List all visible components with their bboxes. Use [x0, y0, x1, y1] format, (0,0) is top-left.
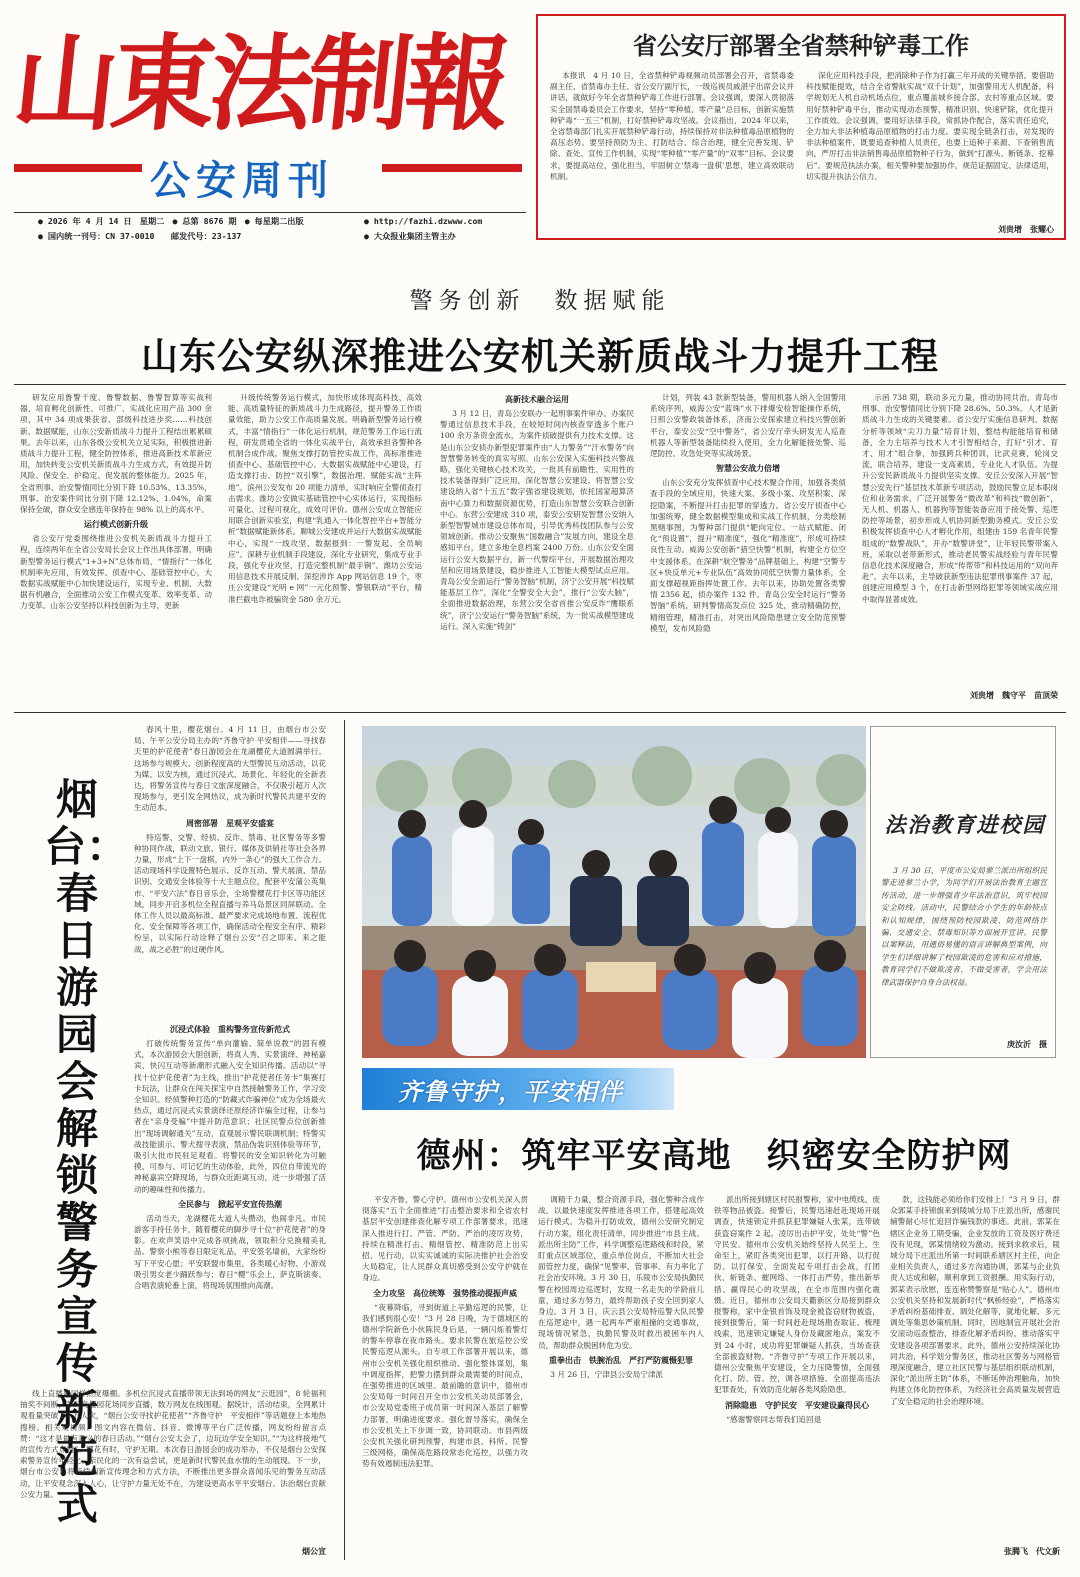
main-column-5: [862, 392, 1058, 688]
dezhou-byline: 张腾飞 代文新: [1004, 1547, 1060, 1556]
subhead-crackdown: 全力攻坚 高位统筹 强势推动提振声威: [373, 1288, 517, 1298]
subhead-planning: 周密部署 星观平安盛宴: [186, 818, 274, 828]
dezhou-text-1: 平安齐鲁，警心守护。德州市公安机关深入贯彻落实“五个全面推进”打击整治要求和全省农村基层平安创建排查化解专项工作部署要求，迅速深入推进行打、严管、严防、严治的凌厉攻势，持续在精准打击、精细管控、精准防范上出实招、见行动，以实实诚诚的实际决推护社会治安大局稳定，让人民群众真切感受到公安守护就在身边。: [362, 1195, 528, 1283]
main-text-1a: 研发应用鲁警千度、鲁警数据、鲁警智算等实战利器，培育孵化创新性、可推广、实战化应用产品 300 余项，其中 34 项成果获省、部级科技进步奖……科技创新、数据赋能，山东公安新质战斗力提升工程结出累累硕果。去年以来，山东各级公安机关立足实际，积极推进新质战斗力提升工程，健全防控体系，推进高新技术革新应用，加快转变公安机关新质战斗力生成方式，有效提升防风险、保安全、护稳定、促发展的整体能力。2025 年，全省刑事、治安警情同比分别下降 10.53%、13.35%，刑事、治安案件同比分别下降 12.12%、1.04%，命案保持全破，群众安全感连年保持在 98% 以上的高水平。: [20, 393, 212, 515]
headline-divider: [14, 384, 1066, 385]
subhead-immersive: 沉浸式体验 重构警务宣传新范式: [170, 1025, 290, 1034]
dezhou-headline: 德州：筑牢平安高地 织密安全防护网: [416, 1136, 1012, 1176]
yantai-column-2: [134, 1022, 326, 1384]
top-story-text-2: 深化应用科技手段，把消除种子作为打赢三年开战的关键举措。要借助科技赋能提效，结合全省警航实战“双千计划”，加强警用无人机配备，科学规划无人机自动机场点位，重点覆盖城乡接合部、农村等重点区域。要用好禁种铲毒平台，推动实现动态预警、精准识别、快速铲除，优化提升工作质效。会议强调，要用好法律手段，常抓协作配合，落实责任追究，全力加大非法种植毒品原植物的打击力度。要实现全链条打击，对发现的非法种植案件，既要追查种植人员责任，也要上追种子来源、下查销售流向，严厉打击非法销售毒品原植物种子行为，做到“打源头、断链条、挖幕后”。要规范执法办案，相关警种要加强协作，规范证据固定、法律适用，切实提升执法公信力。: [806, 71, 1054, 181]
school-photo: [362, 726, 866, 1058]
yantai-byline: 烟公宣: [302, 1547, 326, 1556]
school-caption-text: 3 月 30 日，平度市公安局蓼兰派出所组织民警走进蓼兰小学，为同学们开展法治教育主题宣传活动，进一步增强青少年法治意识，筑牢校园安全防线。活动中，民警结合小学生的年龄特点和认知规律，围绕预防校园欺凌、防范网络诈骗、交通安全、禁毒知识等方面展开宣讲。民警以案释法，用通俗易懂的语言讲解典型案例，向学生们详细讲解了校园欺凌的危害和应对措施，教育同学们不做欺凌者、不做受害者，学会用法律武器保护自身合法权益。: [881, 866, 1047, 987]
masthead-divider: [14, 212, 526, 213]
main-text-2: 升级传统警务运行模式，加快形成体现高科技、高效能、高质量特征的新质战斗力生成路径，提升警务工作质量效能，助力公安工作高质量发展。明确新型警务运行模式，丰富“情指行”一体化运行机制，规范警务工作运行流程，研发贯通全省的一体化实战平台，高效承担各警种各机制合成作战。聚焦支撑打防管控实战工作，高标准推进侦查中心、基础管控中心、大数据实战赋能中心建设，打造支撑打击、防控“双引擎”，数据治理、赋能实战“主阵地”。滨州公安发布 20 项能力清单，实时响应全警侦查打击需求。潍坊公安做实基础管控中心实体运行，实现指标可量化、过程可视化，成效可评价。德州公安成立智能应用联合创新实验室，构建“乳通入一体化智控平台+智能分析”数据赋能新体系。聊城公安建成并运行大数据实战赋能中心，实现“一线攻坚、数据报到：一警发起、全员响应”。深耕专业机制手段建设，深化专业研究，集成专业手段，强化专业攻坚，打造完整机制“最手锏”。潍坊公安运用信息技术开展反制、深挖涉诈 App 网站信息 19 个，枣庄公安建设“光明 e 网”一元化预警、警银联动”平台，精准拦截电诈被骗资金 580 余万元。: [228, 393, 422, 604]
subhead-strike: 重拳出击 铁腕治乱 严打严防震慑犯罪: [549, 1355, 693, 1365]
subhead-participation: 全民参与 掀起平安宣传热潮: [178, 1199, 282, 1209]
top-story-text-1: 本报讯 4 月 10 日，全省禁种铲毒视频动员部署会召开，省禁毒委副主任、省禁毒办主任、省公安厅副厅长，一级巡视员戚湛宇出席会议并讲话，就做好今年全省禁种铲毒工作进行部署。会议强调，要深入贯彻落实全国禁毒委员会工作要求，坚持“零种植、零产量”总目标，创新实施禁种铲毒“一五三”机制，打好禁种铲毒攻坚战。会议指出，2024 年以来，全省禁毒部门扎实开展禁种铲毒行动，持续保持对非法种植毒品原植物的高压态势。要坚持预防为主、打防结合、综合治理，健全完善发现、铲除、查处、宣传工作机制，实现“零种植”“零产量”的“双零”目标。会议要求，要提高站位，强化担当，牢固树立‘禁毒一盘棋’思想，建立高效联动机制。: [550, 71, 794, 181]
section-divider: [14, 712, 1066, 713]
main-column-4: [650, 392, 846, 704]
main-text-5: 示函 738 期，联动多元力量，推动协同共治，青岛市刑事、治安警情同比分别下降 28.6%、50.3%。人才是新质战斗力生成的关键要素。省公安厅实施信息研判、数据分析等领域“尖刀力量”培育计划，整结构能能培育和储备，全力主培养与技术人才引智相结合，打好“引才、育才、用才”组合拳，加强跨兵种团训，比武竞赛，轮岗交流，联合培养，建设一支高素质、专业化人才队伍。为提升公安民新质战斗力提供坚实支撑。安丘公安深入开展“智慧公安先行”基层技术革新专项活动，鼓励民警立足本职岗位和业务需求，广泛开展警务“微改革”和科技“微创新”，无人机、机器人、机器狗等智能装备应用于接处警、巡逻防控等场景，初步形成人机协同新型勤务模式。安丘公安积极发挥侦查中心人才孵化作用，组建由 159 名青年民警组成的“数警战队”，开办“数警讲堂”，让年轻民警带案入班，采取以老带新形式，推动老民警实战经验与青年民警信息化技术深度融合，形成“传帮带”和科技运用的“双向奔赴”。去年以来，主导破获新型违法犯罪刑事案件 37 起，创建应用模型 3 个，在打击新型网络犯罪等领域实战应用中取得显著成效。: [862, 393, 1058, 604]
dezhou-text-2b: 3 月 26 日，宁津县公安局宁津派: [550, 1369, 664, 1379]
yantai-column-1: [134, 724, 326, 1014]
main-column-1: [20, 392, 212, 704]
dezhou-text-3: 派出所接到辖区村民报警称，家中电缆线、废铁等物品被盗。接警后，民警迅速赶赴现场开展调查，快速锁定并抓获犯罪嫌疑人张某，连带破获盗窃案件 2 起。凌厉出击护平安，处处“警”色守民安。德州市公安机关始终坚持人民至上、生命至上，紧盯各类突出犯罪，以打开路、以打促防、以打保安，全面发起专项打击会战，打团伙、斩链条、摧网络、一体打击严势，推出新举措、赢得民心的攻坚战，在全市范围内强化震慑。近日，德州市公安局天衢新区分局接到群众报警称，家中金银首饰及现金被盗窃财物被盗，接到报警后，第一时间赶赴现场勘查取证、梳理线索，迅速锁定嫌疑人身份及藏匿地点，案发不到 24 小时，成功将犯罪嫌疑人抓获，当场查获全部被盗财物。“齐鲁守护”专项工作开展以来，德州公安聚焦平安建设，全力压降警情，全面强化打、防、管、控，调各项措施、全面提高违法犯罪查处，有效防范化解各类风险隐患。: [714, 1195, 880, 1395]
banner-text: 齐鲁守护，平安相伴: [398, 1078, 623, 1106]
top-story-title: 省公安厅部署全省禁种铲毒工作: [633, 31, 969, 60]
top-story-column-1: [550, 70, 794, 230]
edition-title: 公安周刊: [150, 158, 334, 204]
main-story-kicker: 警务创新 数据赋能: [409, 288, 671, 314]
issue-date-line: ● 2026 年 4 月 14 日 星期二 ● 总第 8676 期 ● 每星期二出版: [38, 216, 304, 226]
school-caption-text-wrap: [881, 865, 1047, 989]
dezhou-text-4: 款，这钱能必须给你们安排上！”3 月 9 日，群众郭某手持锦旗来到陵城分局下庄派出所，感谢民辅警耐心尽忙追回诈骗钱款的事迹。此前，郭某在辖区企业务工期受骗，企业发放的工资及医疗费还没有见现，郭某情绪较为激动。接到求救求后，陵城分局下庄派出所第一时间联系辖区村主任，向企业相关负责人，通过多方沟通协调，郭某与企业负责人达成和解，顺利拿到工资报酬。用实际行动，郭某表示欣慰，连连称赞警察是“贴心人”。德州市公安机关坚持和发展新时代“枫桥经验”，严格落实矛盾纠纷基础排查、调处化解等，就地化解、多元调处等集思妙策机制。同时，因地制宜开展社会治安滚动巡查整治，排查化解矛盾纠纷，推动落实平安建设各项部署要求。此外，德州公安持续深化协同共治，科学划分警务区，推动社区警务与网格管理深度融合，建立社区民警与基层组织联动机制，深化“派出所主防”体系，不断延伸治理触角，加快构建立体化防控体系，为经济社会高质量发展营造了安全稳定的社会治理环境。: [890, 1195, 1060, 1406]
newspaper-logo: [7, 14, 522, 174]
edition-bar-left: [14, 164, 142, 172]
dezhou-text-1b: “夜幕降临，寻到街道上辛勤巡逻的民警，让我们感到很心安！”3 月 28 日晚，为于德城区的德州学院新色小伙陈民身后是，一辆闪烁着警灯的警车停靠在夜市路头。要求民警在旅巡控公安民警巡逻从源头。自专项工作部署开展以来，德州市公安机关强化组织推动、强化整体谋划，集中调度指挥，把警力摆到群众最需要的时间点，在强势推进的区域里、最前瞻的意识中，德州市公安局每一时间召开全市公安机关动员部署会，市公安局党委班子成员第一时间深入基层了解警力部署，明确进度要求。强化督导落实，确保全市公安机关上下步调一致，协同联动。市县两级公安机关强化研判预警，构建市县、科所、民警三级网格，确保高危路段常态化巡控，以强力攻势有效遏制违法犯罪。: [362, 1302, 528, 1469]
column-banner: [362, 1068, 674, 1110]
main-text-3: 3 月 12 日，青岛公安联办一起刑事案件审办。办案民警通过信息技术手段，在较短时间内核查穿透多个账户 100 余万条资金流水，为案件侦破提供有力技术支撑。这是山东公安侦办新型犯罪案件由“人力警务”“汗水警务”向智慧警务转变的真实写照。山东公安深入实施科技兴警战略，强化关键核心技术攻关，一批具有前瞻性、实用性的技术装备得到广泛应用，深化智慧公安建设。将智慧公安建设纳入省“十五五”数字强省建设规划，依托国家超算济南中心算力和数据资源优势，打造山东智慧公安联合创新中心。东营公安建成 310 项，泰安公安研发智慧公安纳入新型智警城市建设总体布局，引导优秀科技团队参与公安领域创新。推动公安聚焦“国数融合”发展方向，建设全息感知平台，建立多地全息档案 2400 万份。山东公安全面运行公安大数据平台，新一代警综平台，开展数据治理攻坚和应用场景建设，稳步推进人工智能大模型试点应用。青岛公安全面运行“警务智脑”机制，济宁公安开展“科技赋能基层工作”，深化“全警安全大会”，推行“公安大脑”，全面推进数据治理，东营公安全省首推公安反诈“鹰眼系统”，济宁公安运行“警务智脑”系统，为一批实战模型建成运行。深入实施“铸剑”: [440, 409, 634, 631]
main-story-headline: 山东公安纵深推进公安机关新质战斗力提升工程: [141, 335, 939, 378]
subhead-safety: 消除隐患 守护民安 平安建设赢得民心: [725, 1400, 869, 1410]
subhead-tech-integration: 高新技术融合运用: [505, 395, 569, 404]
main-text-4a: 计划，列装 43 款新型装备，警用机器人纳入全国警用系统序列，威海公安“蓝珠”水下排爆安检智能操作系统，日照公安警政装备体系，济南公安探索建立科技兴警创新平台，泰安公安“空中警务”，省公安厅牵头研发无人巡查机器人等新型装备陆续投入使用，全力化解能接处警、巡逻防控、攻急处突等实战场景。: [650, 393, 846, 459]
main-text-4b: 山东公安充分发挥侦查中心技术聚合作用，加强各类侦查手段的全域应用，快速大案、多级小案、攻坚积案、深挖隐案，不断提升打击犯罪的穿透力。省公安厅侦查中心加强统筹，健全数据模型集成和实战工作机制，分类绘制黑赌事图，为警种部门提供“靶向定位、一站式赋能、闭化“预设置”，提升“精准度”，强化“精准度”，形成可持续良性互动。威海公安创新“猎空快警”机制，构建全方位空中支援体系。在深耕“航空警务”品牌基础上，构建“空警专区+快反单元+专业队伍”高效协同低空快警力量体系，全面支撑超视距指挥处置工作。去年以来，协助处置各类警情 2356 起，侦办案件 132 件。青岛公安全时运行“警务智脑”系统，研判警情高发点位 325 处，推动精确防控，精细管理，精准打击，对突出风险隐患建立安全防范预警模型，发布风险隐: [650, 478, 846, 633]
school-caption-byline: 庚汝沂 摄: [1007, 1040, 1047, 1049]
edition-bar-right: [382, 164, 522, 172]
yantai-text-3: 打破传统警务宣传“单向灌输、简单说教”的固有模式，本次游园会大胆创新，将真人秀、实景演绎、神秘嘉宾、快闪互动等新潮形式融入安全知识传播。活动以“寻找十位护花使者”为主线，推出“护花使者任务卡”集赛打卡玩法，让群众在闯关探宝中自然接触警务工作，学习安全知识。经侦警种打造的“防藏式诈骗神位”成为全场最火热点，通过沉浸式实景演绎还原经济诈骗全过程，让参与者在“亲身受骗”中提升防范意识；社区民警点位创新推出“现场调解通关”互动，直观展示警民联调机制；特警实战技能演示、警犬搜寻表演，禁品伪装识别体验等环节，吸引大批市民驻足观看。将警民的安全知识转化为可触摸、可参与、可记忆的生动体验，此外，四位自带流光的神秘嘉宾空降现场，与群众近距离互动，进一步增强了活动的趣味性和传播力。: [134, 1039, 326, 1194]
logo-text: 山東法制報: [7, 22, 511, 145]
yantai-text-1: 春风十里，樱花烟台。4 月 11 日，由烟台市公安局、午平公安分局主办的“齐鲁守护 平安相伴——寻找春天里的护花使者”春日游园会在龙湖樱花大道圆满举行。这场参与规模大、创新程度高的大型警民互动活动，以花为媒、以安为核，通过沉浸式、场景化、年轻化的全新表达，将警务宣传与春日文旅深度融合，不仅吸引超万人次现场参与，更引发全网热议，成为新时代警民共建平安的生动范本。: [134, 725, 326, 813]
top-story-byline: 刘贵增 张耀心: [998, 225, 1054, 234]
yantai-text-2: 特巡警、交警、经侦、反诈、禁毒、社区警务等多警种协同作战，联动文旅、银行、媒体及供销社等社会各界力量，形成“上下一盘棋，内外一条心”的强大工作合力。活动现场科学设置特色展示、反诈互动、警犬展演、禁品识别、交通安全体验等十大主题点位，配套平安蒲公英集市、“平安六法”春日音乐会，全场警樱花打卡区等功能区域，同步开启多机位全程直播与养马岛景区同屏联动。全体工作人员以最高标准、最严要求完成场地布置、流程优化、安全保障等各项工作，确保活动全程安全有序、精彩纷呈，以实际行动诠释了烟台公安“召之即来、来之能战，战之必胜”的过硬作风。: [134, 832, 326, 954]
column-divider-vertical: [344, 720, 345, 1560]
website-url[interactable]: ● http://fazhi.dzwww.com: [364, 216, 483, 226]
issue-code-line: ● 国内统一刊号：CN 37-0010 邮发代号：23-137: [38, 231, 242, 241]
yantai-column-3: [20, 1388, 326, 1540]
main-column-3: [440, 392, 634, 704]
dezhou-column-2: [538, 1194, 704, 1564]
yantai-text-4: 活动当天，龙湖樱花大道人头攒动，热闹非凡。市民游客手持任务卡，随着樱花的脚步寻十位“护花使者”的身影。在欢声笑语中完成各项挑战，领取积分兑换精美礼品。警察小熊等春日限定礼品，平安签名墙前，大家纷纷写下平安心愿；平安联盟市集里，各类暖心好物、小游戏吸引男女老少踊跃参与；春日“櫻”乐会上，萨克斯演奏、合唱表演轮番上演，将现场氛围推向高潮。: [134, 1213, 326, 1291]
main-story-byline: 刘贵增 魏守平 苗顶荣: [970, 691, 1058, 700]
dezhou-column-3: [714, 1194, 880, 1564]
school-caption-title: 法治教育进校园: [884, 812, 1046, 837]
main-column-2: [228, 392, 422, 704]
school-photo-illustration: [362, 726, 866, 1058]
dezhou-column-4: [890, 1194, 1060, 1542]
dezhou-column-1: [362, 1194, 528, 1564]
school-caption-box: [870, 726, 1056, 1058]
yantai-vertical-title: 烟台：春日游园会解锁警务宣传新范式: [44, 775, 129, 1529]
dezhou-text-3b: “感谢警察同志帮我们追回退: [726, 1414, 822, 1424]
subhead-operation-mode: 运行模式创新升级: [84, 520, 148, 530]
main-text-1b: 省公安厅党委围绕推进公安机关新质战斗力提升工程，连续两年在全省公安局长会议上作出具体部署，明确新型警务运行模式“1+3+N”总体布局，“情指行”一体化机制率先应用，有效发挥、侦查中心、基础管控中心，大数据实战赋能中心加快建设运行，实现专业、机制、大数据有机融合，全面推动公安工作模式变革、效率变革、动力变革。山东公安坚持以科技创新为主导，更新: [20, 534, 212, 611]
top-story-column-2: [806, 70, 1054, 220]
yantai-text-5: 线上直播同同样热度爆棚。多机位沉浸式直播带领无法到场的网友“云逛园”，8 轮福利抽奖不间断，养马岛樱园花场同步直播，数万网友在线围观。据统计，活动结束，全网累计观看量突破 27 万人次，“烟台公安寻找护花使者”“齐鲁守护 平安相伴”等话题登上本地热搜榜。相关短视频、图文内容在微信、抖音、微博等平台广泛传播，网友纷纷留言点赞：“这才是最有意义的春日活动。”“烟台公安太会了，边玩边学安全知识。”“为这样接地气的宣传方式点赞”。樱花有时，守护无期。本次春日游园会的成功举办，不仅是烟台公安探索警务宣传年轻化、亲民化的一次有益尝试，更是新时代警民血水情的生动展现。下一步，烟台市公安局将持续创新宣传理念和方式方法，不断推出更多群众喜闻乐见的警务互动活动，让平安观念深入人心，让守护力量无处不在，为建设更高水平平安烟台、法治烟台贡献公安力量。: [20, 1389, 326, 1499]
dezhou-text-2: 调精干力量，整合资源手段，强化警种合成作战，以最快速度发挥推进各项工作，搭建起高效运行模式。为稳升打防成效，德州公安研究制定行动方案，组化责任清单，同步推进“市县主战、派出所主防”工作，科学调整巡逻路线和时段，紧盯重点区域部位，重点单位岗点，不断加大社会面管控力度，确保“见警率、管事率、有力率化了社会治安环境。3 月 30 日，乐陵市公安局执勤民警在校园周边巡逻时，发现一名走失的学龄前儿童，通过多方努力，最终帮助孩子安全回到家人身边。3 月 3 日，庆云县公安局特巡警大队民警在巡逻途中，遇一起两车严重相撞的交通事故，现场情况紧急，执勤民警及时救出被困车内人员，帮助群众脱困转危为安。: [538, 1195, 704, 1350]
publisher-line: ● 大众报业集团主管主办: [364, 231, 456, 241]
subhead-smart-police: 智慧公安战力倍增: [716, 464, 780, 474]
